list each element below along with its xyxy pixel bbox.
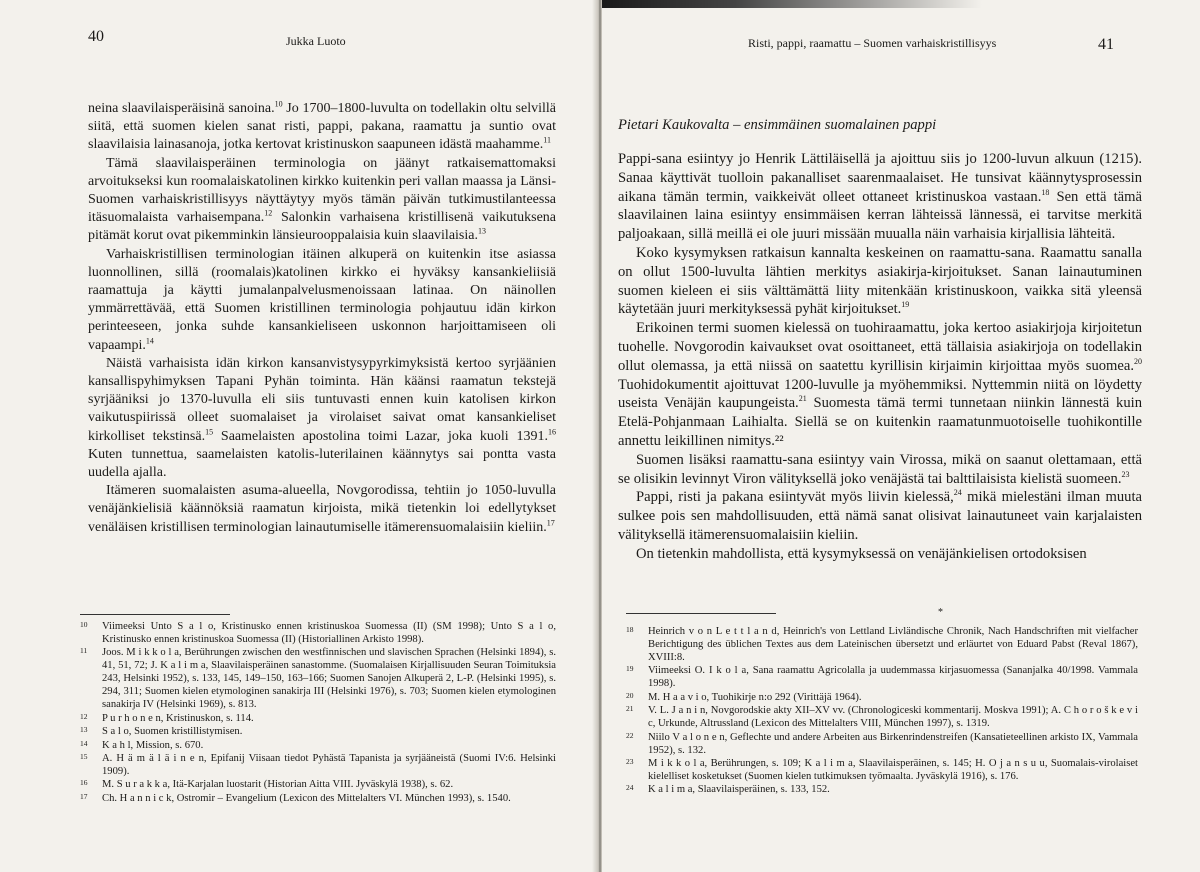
- right-page: [602, 0, 1200, 872]
- left-body-text: [88, 100, 556, 537]
- paragraph: neina slaavilaisperäisinä sanoina.$^{10}$ Jo 1700–1800-luvulta on todellakin oltu selvillä siitä, että suomen kielen sanat risti, pappi, pakana, raamattu ja suntio ovat slaavilaisia lainasanoja, jotka kertovat kristinuskon saapuneen idästä maahamme.$^{11}$: [88, 99, 556, 153]
- footnote-rule: [80, 614, 230, 615]
- footnote: 13 S a l o, Suomen kristillistymisen.: [80, 725, 243, 738]
- footnote: 10 Viimeeksi Unto S a l o, Kristinusko ennen kristinuskoa Suomessa (II) (SM 1998); Unto S a l o, Kristinusko ennen kristinuskoa Suomessa (II) (Historiallinen Arkisto 1998).: [80, 620, 556, 645]
- section-title: Pietari Kaukovalta – ensimmäinen suomalainen pappi: [618, 117, 937, 133]
- left-running-head: Jukka Luoto: [286, 34, 346, 48]
- paragraph: Pappi-sana esiintyy jo Henrik Lättiläisellä ja ajoittuu siis jo 1200-luvun alkuun (1215). Sanaa käyttivät tuolloin pakanalliset saarenmaalaiset. He tunsivat käännytysprosessin aikana tämän termin, vaikkeivät olleet ottaneet kristinuskoa vastaan.$^{18}$ Sen että tämä slaavilainen laina esiintyy ensimmäisen kerran lähteissä lännessä, ei tarvitse merkitä paljoakaan, sillä meillä ei ole juuri missään muualla näin varhaisia kirjallisia lähteitä.: [618, 151, 1142, 243]
- left-footnotes: [80, 620, 556, 805]
- paragraph: On tietenkin mahdollista, että kysymyksessä on venäjänkielisen ortodoksisen: [636, 545, 1087, 562]
- footnote: 15 A. H ä m ä l ä i n e n, Epifanij Viisaan tiedot Pyhästä Tapanista ja syrjääneistä (Suomi IV:6. Helsinki 1909).: [80, 751, 556, 777]
- paragraph: Suomen lisäksi raamattu-sana esiintyy vain Virossa, mikä on saanut olettamaan, että se olisikin levinnyt Viron välityksellä joko venäjästä tai balttilaisista kielistä suomeen.$^{23}$: [618, 451, 1142, 487]
- right-running-head: Risti, pappi, raamattu – Suomen varhaiskristillisyys: [748, 36, 997, 50]
- right-footnotes: [626, 625, 1138, 797]
- scan-shadow: [602, 0, 982, 8]
- left-folio: 40: [88, 28, 104, 45]
- footnote-rule: [626, 613, 776, 614]
- footnote: 11 Joos. M i k k o l a, Berührungen zwischen den westfinnischen und slavischen Sprachen (Helsinki 1894), s. 41, 51, 72; J. K a l i m a, Slaavilaisperäinen sanastomme. (Suomalaisen Kirjallisuuden Seuran Toimituksia 243, Helsinki 1952), s. 133, 145, 149–150, 163–166; Suomen Sanojen Alkuperä 2, L-P. (Helsinki 1995), s. 294, 311; Suomen kielen etymologinen sanakirja III (Helsinki 1976), s. 703; Suomen kielen etymologinen sanakirja IV (Helsinki 1969), s. 813.: [80, 646, 556, 711]
- footnote: 24 K a l i m a, Slaavilaisperäinen, s. 133, 152.: [626, 783, 830, 796]
- paragraph: Itämeren suomalaisten asuma-alueella, Novgorodissa, tehtiin jo 1050-luvulla venäjänkielisiä käännöksiä raamatun kirjoista, mikä tietenkin loi edellytykset venäläisen kristillisen terminologian lainautumiselle itämerensuomalaisiin kieliin.$^{17}$: [88, 483, 556, 535]
- paragraph: Näistä varhaisista idän kirkon kansanvistysypyrkimyksistä kertoo syrjäänien kansallispyhimyksen Tapani Pyhän toiminta. Hän käänsi raamatun tekstejä syrjääniksi jo 1370-luvulla eli siis tuntuvasti ennen kuin katolisen kirkon vaikutuspiirissä olleet suomalaiset ja virolaiset saivat omat kansankieliset kirkolliset tekstinsä.$^{15}$ Saamelaisten apostolina toimi Lazar, joka kuoli 1391.16 Kuten tunnettua, saamelaisten katolis-luterilainen käännytys sai pontta vasta uudella ajalla.: [88, 355, 556, 481]
- paragraph: Erikoinen termi suomen kielessä on tuohiraamattu, joka kertoo asiakirjoja kirjoitetun tuohelle. Novgorodin kaivaukset ovat osoittaneet, että tällaisia asiakirjoja on todellakin ollut olemassa, ja että niissä on saatettu kyrillisin kirjaimin kirjoittaa myös suomea.$^{20}$ Tuohidokumentit ajoittuvat 1200-luvulle ja myöhemmiksi. Nyttemmin niitä on löydetty useista Venäjän kaupungeista.$^{21}$ Suomesta tämä termi tunnetaan niinkin lännestä kuin Etelä-Pohjanmaan Laihialta. Siellä se on kuitenkin raamatunmuotoiselle tuohikontille annettu leikillinen nimitys.²²: [618, 320, 1142, 449]
- footnote: 12 P u r h o n e n, Kristinuskon, s. 114.: [80, 711, 254, 724]
- footnote: 16 M. S u r a k k a, Itä-Karjalan luostarit (Historian Aitta VIII. Jyväskylä 1938), s. 62.: [80, 778, 454, 791]
- footnote: 20 M. H a a v i o, Tuohikirje n:o 292 (Virittäjä 1964).: [626, 690, 862, 703]
- footnote: 17 Ch. H a n n i c k, Ostromir – Evangelium (Lexicon des Mittelalters VI. München 1993), s. 1540.: [80, 791, 511, 804]
- paragraph: Pappi, risti ja pakana esiintyvät myös liivin kielessä,$^{24}$ mikä mielestäni ilman muuta sulkee pois sen mahdollisuuden, että nämä sanat olisivat lainautuneet vain karjalaisten välityksellä itämerensuomalaisiin kieliin.: [618, 488, 1142, 543]
- paragraph: Tämä slaavilaisperäinen terminologia on jäänyt ratkaisemattomaksi arvoitukseksi kun roomalaiskatolinen kirkko kuitenkin peri vallan maassa ja Länsi-Suomen varhaiskristillisyys näyttäytyy myös tämän päivän tutkimustilanteessa itäsuomalaista varhaisempana.$^{12}$ Salonkin varhaisena kristillisenä vaikutuksena pitämät korut ovat pikemminkin länsieurooppalaisia kuin slaavilaisia.$^{13}$: [88, 155, 556, 244]
- footnote: 19 Viimeeksi O. I k o l a, Sana raamattu Agricolalla ja uudemmassa kirjasuomessa (Sananjalka 40/1998. Vammala 1998).: [626, 664, 1138, 690]
- paragraph: Koko kysymyksen ratkaisun kannalta keskeinen on raamattu-sana. Raamattu sanalla on ollut 1500-luvulta lähtien merkitys asiakirja-kirjoitukset. Sanan lainautuminen suomen kieleen ei siis välttämättä liity mitenkään kristinuskoon, vaikka sitä yleensä käytetään juuri merkityksessä pyhät kirjoitukset.$^{19}$: [618, 244, 1142, 318]
- footnote: 22 Niilo V a l o n e n, Geflechte und andere Arbeiten aus Birkenrindenstreifen (Kansatieteellinen arkisto IX, Vammala 1952), s. 132.: [626, 730, 1138, 756]
- left-page: [0, 0, 598, 872]
- stray-mark: *: [938, 607, 943, 618]
- paragraph: Varhaiskristillisen terminologian itäinen alkuperä on kuitenkin itse asiassa luonnollinen, sillä (roomalais)katolinen kirkko ei hyväksy kansankieliisiä raamattuja ja käytti jumalanpalvelusmenoissaan latinaa. On näinollen ymmärrettävää, että Suomen kristillinen terminologia pohjautuu idän kirkon perinteeseen, jonka suhde kansankieliseen uskonnon harjoittamiseen oli vapaampi.$^{14}$: [88, 246, 556, 353]
- footnote: 18 Heinrich v o n L e t t l a n d, Heinrich's von Lettland Livländische Chronik, Nach Handschriften mit vielfacher Berichtigung des üblichen Textes aus dem Lateinischen übersetzt und erläurtet von Eduard Pabst (Reval 1867), XVIII:8.: [626, 625, 1138, 663]
- right-folio: 41: [1098, 36, 1114, 53]
- right-body-text: [618, 150, 1142, 564]
- footnote: 14 K a h l, Mission, s. 670.: [80, 738, 204, 751]
- footnote: 23 M i k k o l a, Berührungen, s. 109; K a l i m a, Slaavilaisperäinen, s. 145; H. O j a n s u u, Suomalais-virolaiset kielelliset kosketukset (Suomen kielen tutkimuksen työmaalta. Jyväskylä 1916), s. 176.: [626, 756, 1138, 782]
- footnote: 21 V. L. J a n i n, Novgorodskie akty XII–XV vv. (Chronologiceski kommentarij. Moskva 1991); A. C h o r o š k e v i c, Urkunde, Altrussland (Lexicon des Mittelalters VIII, München 1997), s. 1319.: [626, 704, 1138, 730]
